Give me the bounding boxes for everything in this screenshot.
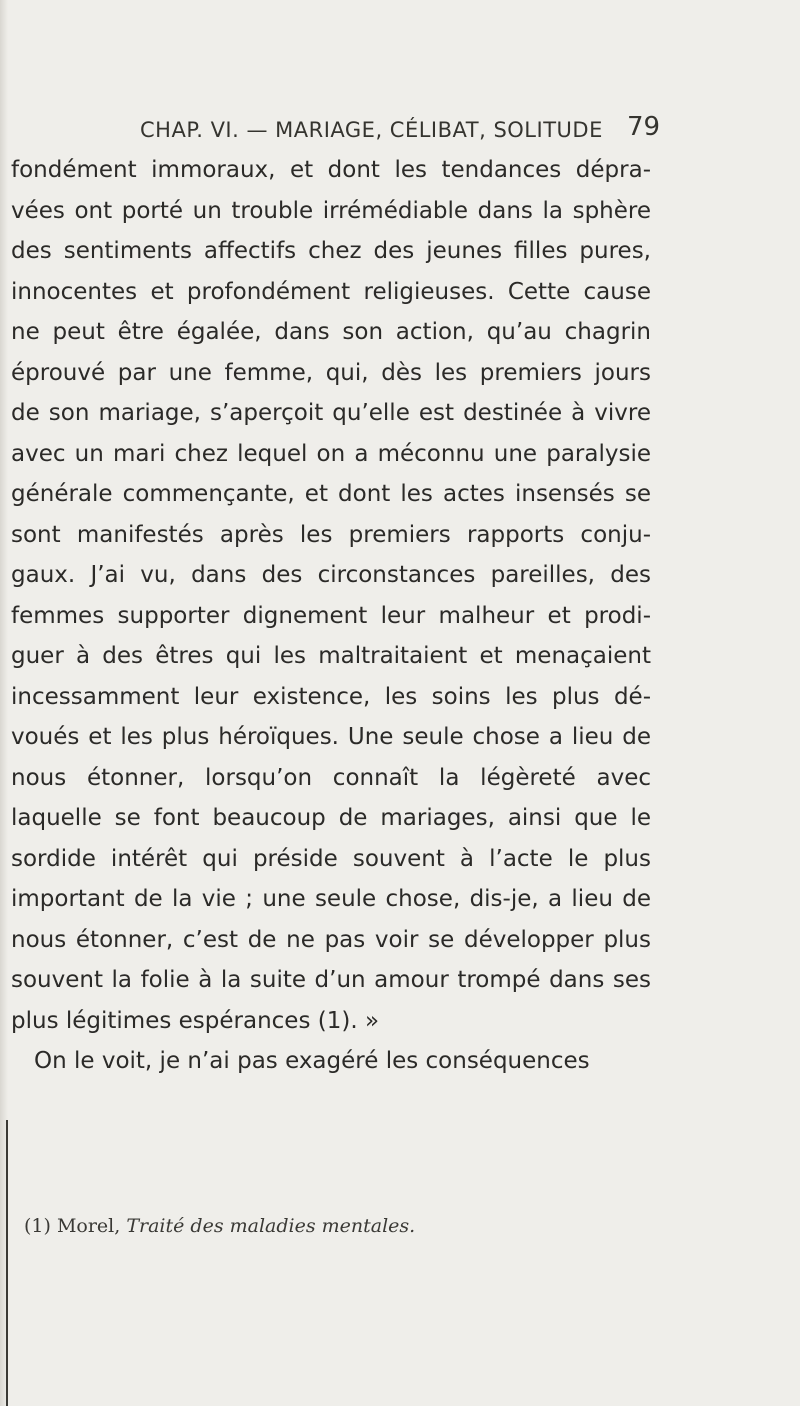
text-line: sont manifestés après les premiers rapports conju-	[11, 521, 651, 548]
running-head: CHAP. VI. — MARIAGE, CÉLIBAT, SOLITUDE	[140, 118, 603, 142]
binding-edge	[6, 1120, 8, 1406]
text-line: innocentes et profondément religieuses. Cette cause	[11, 278, 651, 305]
body-text	[11, 150, 651, 1082]
text-line: sordide intérêt qui préside souvent à l’acte le plus	[11, 845, 651, 872]
footnote	[24, 1215, 415, 1237]
text-line: incessamment leur existence, les soins les plus dé-	[11, 683, 651, 710]
text-line: femmes supporter dignement leur malheur et prodi-	[11, 602, 651, 629]
footnote-title: Traité des maladies mentales.	[126, 1215, 416, 1237]
text-line: plus légitimes espérances (1). »	[11, 1007, 380, 1034]
footnote-marker: (1) Morel,	[24, 1215, 127, 1237]
text-line: générale commençante, et dont les actes insensés se	[11, 481, 651, 507]
text-line: ne peut être égalée, dans son action, qu’au chagrin	[11, 319, 651, 345]
text-line: fondément immoraux, et dont les tendances dépra-	[11, 157, 651, 183]
text-line: nous étonner, lorsqu’on connaît la légèreté avec	[11, 764, 651, 791]
text-line: avec un mari chez lequel on a méconnu une paralysie	[11, 440, 651, 467]
text-line: nous étonner, c’est de ne pas voir se développer plus	[11, 926, 651, 953]
text-line: voués et les plus héroïques. Une seule chose a lieu de	[11, 724, 651, 750]
text-line: vées ont porté un trouble irrémédiable dans la sphère	[11, 197, 651, 224]
text-line: laquelle se font beaucoup de mariages, ainsi que le	[11, 805, 651, 831]
text-line: guer à des êtres qui les maltraitaient et menaçaient	[11, 643, 651, 669]
text-line: de son mariage, s’aperçoit qu’elle est destinée à vivre	[11, 400, 651, 426]
text-line: des sentiments affectifs chez des jeunes filles pures,	[11, 238, 651, 264]
paragraph-start-line: On le voit, je n’ai pas exagéré les conséquences	[34, 1048, 590, 1074]
page-number: 79	[627, 112, 661, 142]
text-line: important de la vie ; une seule chose, dis-je, a lieu de	[11, 886, 651, 912]
text-line: éprouvé par une femme, qui, dès les premiers jours	[11, 359, 651, 386]
text-line: souvent la folie à la suite d’un amour trompé dans ses	[11, 967, 651, 993]
text-line: gaux. J’ai vu, dans des circonstances pareilles, des	[11, 562, 651, 588]
